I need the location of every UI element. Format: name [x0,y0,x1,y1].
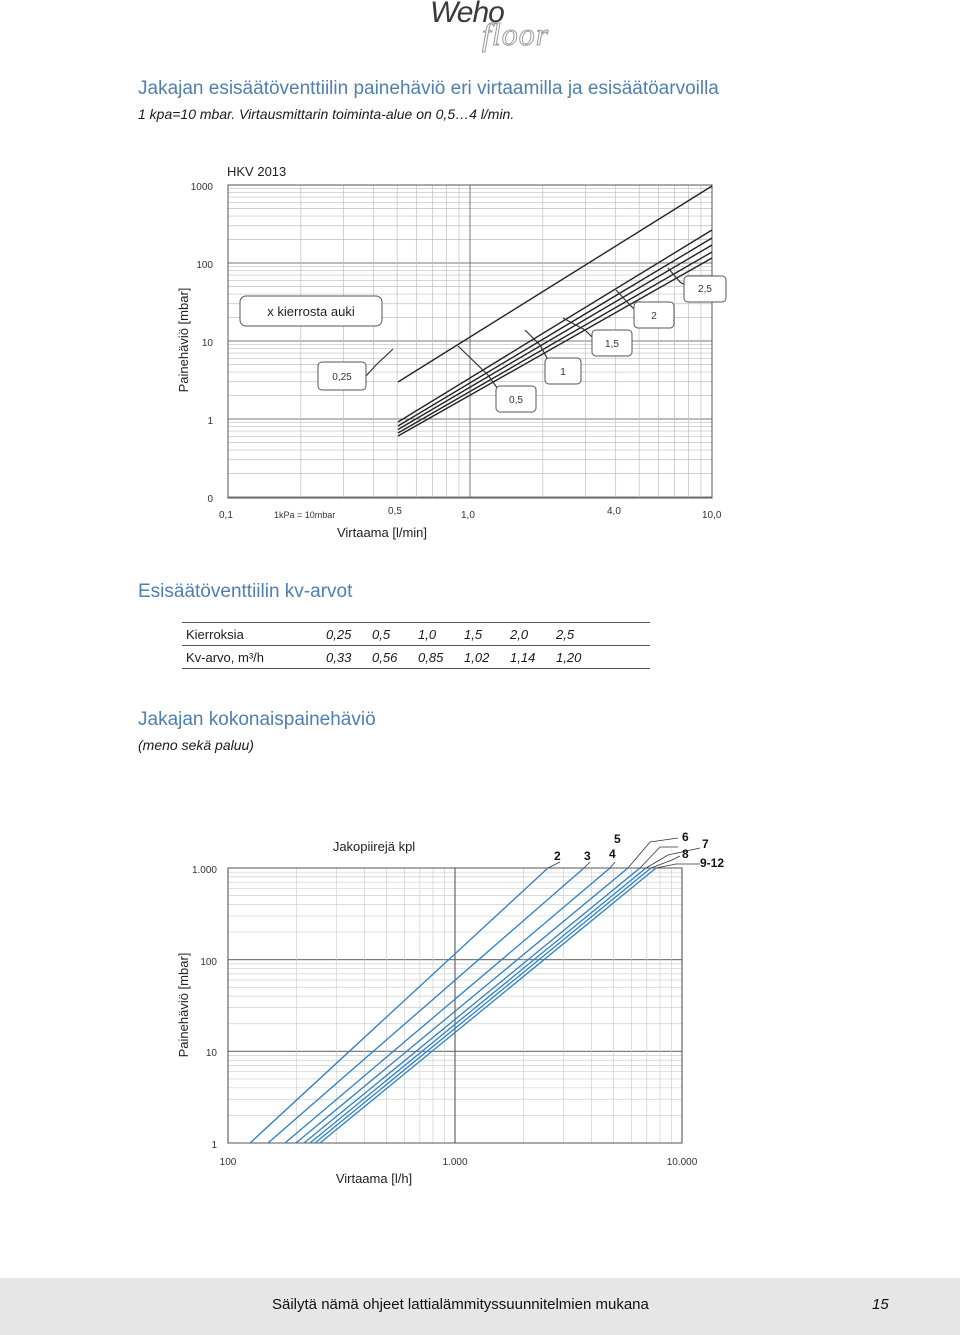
callout-0-25 [318,349,393,390]
chart2-y-tick: 100 [200,957,217,968]
chart2-y-tick: 1.000 [191,865,217,876]
circuit-label-5: 5 [614,832,621,846]
chart2-label-leader [610,862,615,868]
chart2-y-axis-label: Painehäviö [mbar] [176,952,191,1058]
chart2-series-line [320,868,656,1143]
table-cell: 0,25 [326,623,372,646]
chart-distributor-pressure-loss [0,800,960,1200]
chart1-series-line [398,252,712,433]
circuit-label-6: 6 [682,830,689,844]
footer-text: Säilytä nämä ohjeet lattialämmityssuunnitelmien mukana [272,1296,649,1313]
svg-text:2: 2 [651,311,657,322]
heading-total-pressure-loss: Jakajan kokonaispainehäviö [138,709,376,730]
chart2-y-tick: 1 [211,1140,217,1151]
chart1-y-axis-label: Painehäviö [mbar] [176,287,191,393]
subheading-flow-return: (meno sekä paluu) [138,737,254,753]
chart1-x-tick: 1,0 [461,510,475,521]
table-cell: 2,0 [510,623,556,646]
table-cell: 0,85 [418,646,464,669]
circuit-label-9-12: 9-12 [700,856,725,870]
chart1-y-tick: 1000 [190,182,213,193]
chart2-series-line [268,868,584,1143]
table-row [182,623,650,646]
logo-word-weho: Weho [430,0,504,29]
circuit-label-7: 7 [702,837,709,851]
circuit-label-3: 3 [584,849,591,863]
chart2-label-leader [656,864,700,868]
logo-word-floor: floor [482,16,550,52]
chart1-x-tick: 0,1 [219,510,233,521]
table-cell: 1,5 [464,623,510,646]
chart2-x-tick: 100 [219,1157,237,1168]
chart1-y-tick: 1 [207,416,213,427]
chart1-x-tick: 4,0 [607,506,621,517]
table-cell: 1,02 [464,646,510,669]
chart2-series-line [296,868,628,1143]
subheading-units: 1 kpa=10 mbar. Virtausmittarin toiminta-alue on 0,5…4 l/min. [138,106,515,122]
chart2-grid [228,868,682,1143]
table-cell: 0,33 [326,646,372,669]
chart2-x-axis-label: Virtaama [l/h] [335,1171,413,1186]
chart2-series-line [250,868,548,1143]
chart-hkv-2013 [0,0,960,560]
kv-row-label: Kv-arvo, m³/h [182,646,326,669]
svg-text:2,5: 2,5 [698,284,712,295]
svg-text:0,25: 0,25 [332,372,352,383]
chart1-x-tick: 10,0 [702,510,722,521]
chart2-series-line [285,868,610,1143]
chart2-series-line [310,868,646,1143]
table-cell: 0,5 [372,623,418,646]
chart2-x-tick: 1.000 [442,1157,468,1168]
chart1-x-tick: 0,5 [388,506,402,517]
table-row [182,646,650,669]
chart2-legend-title: Jakopiirejä kpl [332,839,416,854]
page-number: 15 [872,1296,889,1313]
table-cell: 1,20 [556,646,602,669]
chart2-series-line [304,868,640,1143]
heading-kv-values: Esisäätöventtiilin kv-arvot [138,581,353,602]
svg-text:1: 1 [560,367,566,378]
table-cell: 1,0 [418,623,464,646]
chart2-x-tick: 10.000 [666,1157,698,1168]
chart1-title: HKV 2013 [227,164,287,179]
table-cell-empty [602,623,650,646]
chart1-legend-text: x kierrosta auki [267,304,355,319]
circuit-label-8: 8 [682,847,689,861]
svg-text:0,5: 0,5 [509,395,523,406]
circuit-label-4: 4 [609,847,616,861]
chart1-series-line [398,238,712,426]
chart2-series-line [315,868,651,1143]
table-cell: 1,14 [510,646,556,669]
chart2-y-tick: 10 [205,1048,217,1059]
table-cell: 2,5 [556,623,602,646]
svg-text:1,5: 1,5 [605,339,619,350]
chart1-y-tick: 0 [207,494,213,505]
circuit-label-2: 2 [554,849,561,863]
kv-row-label: Kierroksia [182,623,326,646]
chart1-y-tick: 10 [201,338,213,349]
chart1-unit-note: 1kPa = 10mbar [274,510,336,520]
kv-table [182,622,650,669]
table-cell: 0,56 [372,646,418,669]
chart1-x-axis-label: Virtaama [l/min] [336,525,428,540]
chart1-y-tick: 100 [196,260,213,271]
chart1-series-line [398,245,712,430]
table-cell-empty [602,646,650,669]
chart2-series-lines [250,838,700,1143]
heading-pressure-loss: Jakajan esisäätöventtiilin painehäviö eri virtaamilla ja esisäätöarvoilla [138,78,719,99]
